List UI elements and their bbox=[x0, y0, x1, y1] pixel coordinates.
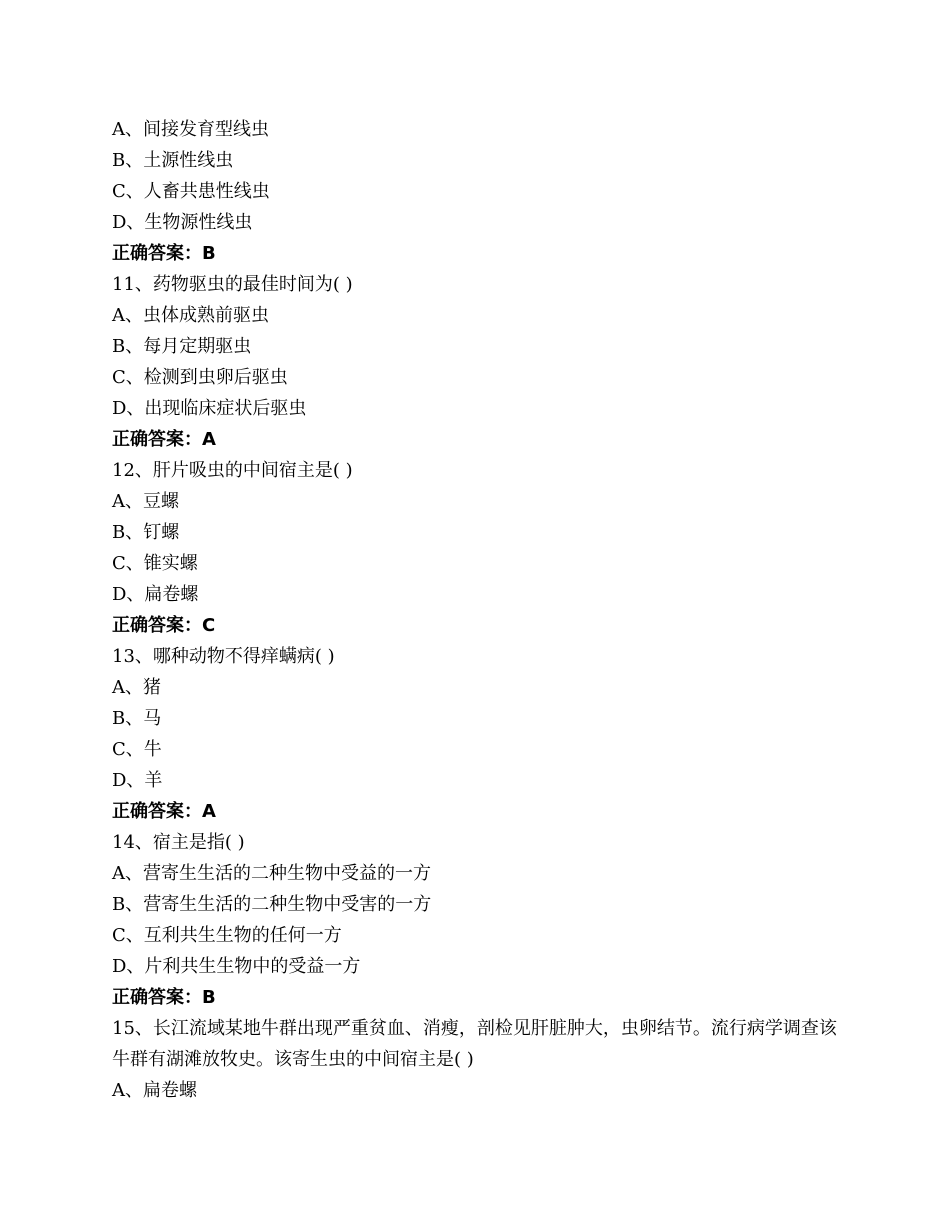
q10-option-d: D、生物源性线虫 bbox=[112, 212, 253, 233]
q11-option-d: D、出现临床症状后驱虫 bbox=[112, 398, 307, 419]
question-13-block bbox=[112, 641, 852, 827]
q11-answer: 正确答案：A bbox=[112, 429, 216, 450]
q13-option-a: A、猪 bbox=[112, 677, 161, 698]
question-10-block bbox=[112, 114, 852, 269]
q10-option-c: C、人畜共患性线虫 bbox=[112, 181, 270, 202]
q13-answer: 正确答案：A bbox=[112, 801, 216, 822]
question-14-block bbox=[112, 827, 852, 1013]
q11-option-c: C、检测到虫卵后驱虫 bbox=[112, 367, 288, 388]
q10-option-a: A、间接发育型线虫 bbox=[112, 119, 269, 140]
q14-answer: 正确答案：B bbox=[112, 987, 216, 1008]
question-11-block bbox=[112, 269, 852, 455]
q13-question: 13、哪种动物不得痒螨病( ) bbox=[112, 646, 335, 667]
q12-option-c: C、锥实螺 bbox=[112, 553, 198, 574]
document-page bbox=[112, 114, 852, 1106]
q10-answer: 正确答案：B bbox=[112, 243, 216, 264]
q12-option-a: A、豆螺 bbox=[112, 491, 179, 512]
q13-option-d: D、羊 bbox=[112, 770, 163, 791]
q14-option-d: D、片利共生生物中的受益一方 bbox=[112, 956, 361, 977]
q14-option-c: C、互利共生生物的任何一方 bbox=[112, 925, 342, 946]
question-15-block bbox=[112, 1013, 852, 1106]
q11-option-a: A、虫体成熟前驱虫 bbox=[112, 305, 269, 326]
q12-option-d: D、扁卷螺 bbox=[112, 584, 199, 605]
q12-answer: 正确答案：C bbox=[112, 615, 216, 636]
q14-option-b: B、营寄生生活的二种生物中受害的一方 bbox=[112, 894, 432, 915]
q11-option-b: B、每月定期驱虫 bbox=[112, 336, 252, 357]
q13-option-b: B、马 bbox=[112, 708, 162, 729]
q14-question: 14、宿主是指( ) bbox=[112, 832, 245, 853]
q15-question: 15、长江流域某地牛群出现严重贫血、消瘦，剖检见肝脏肿大，虫卵结节。流行病学调查该牛群有湖滩放牧史。该寄生虫的中间宿主是( ) bbox=[112, 1018, 837, 1070]
q13-option-c: C、牛 bbox=[112, 739, 162, 760]
q11-question: 11、药物驱虫的最佳时间为( ) bbox=[112, 274, 353, 295]
q12-question: 12、肝片吸虫的中间宿主是( ) bbox=[112, 460, 353, 481]
q15-option-a: A、扁卷螺 bbox=[112, 1080, 197, 1101]
question-12-block bbox=[112, 455, 852, 641]
q14-option-a: A、营寄生生活的二种生物中受益的一方 bbox=[112, 863, 431, 884]
q10-option-b: B、土源性线虫 bbox=[112, 150, 234, 171]
q12-option-b: B、钉螺 bbox=[112, 522, 180, 543]
